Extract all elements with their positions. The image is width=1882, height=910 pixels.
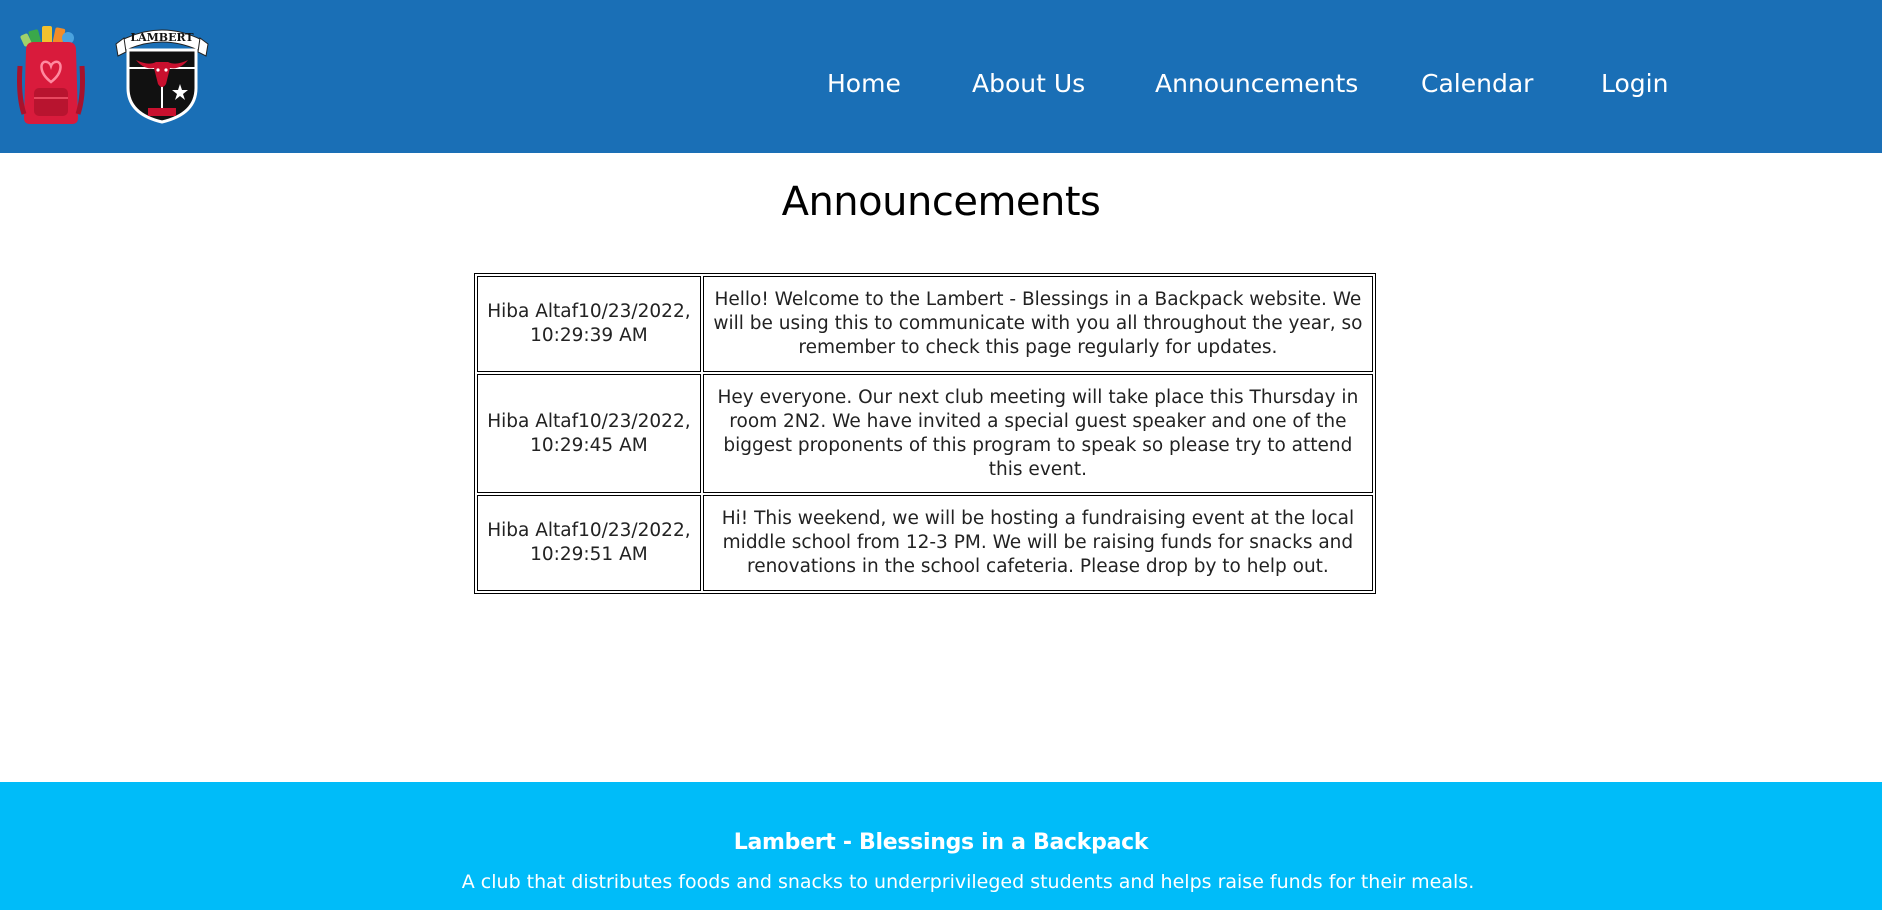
announcement-message: Hey everyone. Our next club meeting will take place this Thursday in room 2N2. We have invited a special guest speaker and one of the biggest proponents of this program to speak so please try to attend this event.	[703, 374, 1373, 493]
announcement-author-date: Hiba Altaf10/23/2022, 10:29:51 AM	[477, 495, 701, 591]
page-title: Announcements	[781, 179, 1101, 225]
nav-about-us-link[interactable]: About Us	[972, 69, 1086, 98]
announcement-row	[477, 374, 1373, 493]
nav-calendar-link[interactable]: Calendar	[1421, 69, 1534, 98]
main-nav	[0, 68, 1882, 100]
announcement-author-date: Hiba Altaf10/23/2022, 10:29:45 AM	[477, 374, 701, 493]
nav-home-link[interactable]: Home	[827, 69, 901, 98]
announcement-row	[477, 495, 1373, 591]
school-logo-text: LAMBERT	[130, 31, 194, 44]
footer-title: Lambert - Blessings in a Backpack	[733, 830, 1149, 855]
announcement-message: Hi! This weekend, we will be hosting a fundraising event at the local middle school from 12-3 PM. We will be raising funds for snacks and renovations in the school cafeteria. Please drop by to help out.	[703, 495, 1373, 591]
announcement-message: Hello! Welcome to the Lambert - Blessings in a Backpack website. We will be using this to communicate with you all throughout the year, so remember to check this page regularly for updates.	[703, 276, 1373, 372]
site-header	[0, 0, 1882, 153]
nav-announcements-link[interactable]: Announcements	[1155, 69, 1359, 98]
footer-description: A club that distributes foods and snacks to underprivileged students and helps raise funds for their meals.	[461, 871, 1475, 893]
announcement-row	[477, 276, 1373, 372]
nav-login-link[interactable]: Login	[1601, 69, 1669, 98]
announcement-author-date: Hiba Altaf10/23/2022, 10:29:39 AM	[477, 276, 701, 372]
announcements-table	[474, 273, 1376, 594]
